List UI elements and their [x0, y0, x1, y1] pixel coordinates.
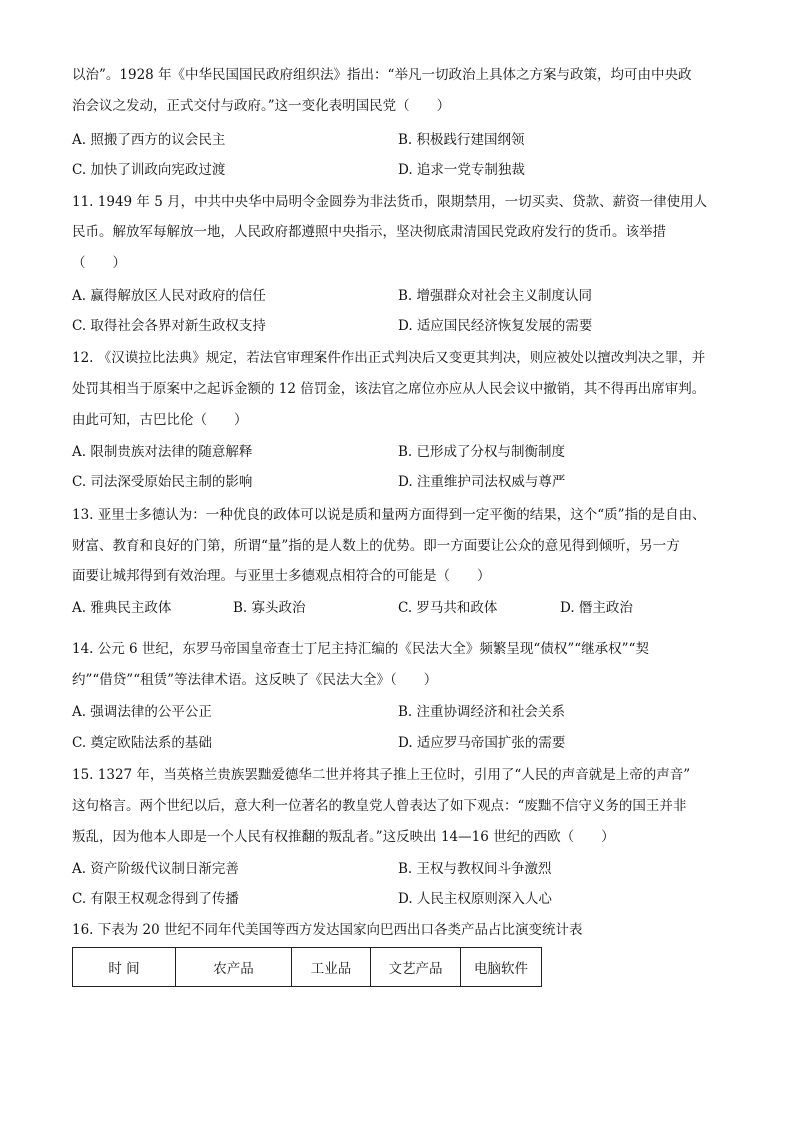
- q15-option-b: B. 王权与教权间斗争激烈: [398, 861, 552, 877]
- q14-stem-line-2: 约”“借贷”“租赁”等法律术语。这反映了《民法大全》（ ）: [72, 672, 438, 688]
- q11-option-c: C. 取得社会各界对新生政权支持: [72, 318, 266, 334]
- q10-option-d: D. 追求一党专制独裁: [398, 162, 525, 178]
- q13-stem-line-2: 财富、教育和良好的门第，所谓“量”指的是人数上的优势。即一方面要让公众的意见得到倾听，另一方: [72, 538, 680, 554]
- q15-option-a: A. 资产阶级代议制日渐完善: [72, 861, 239, 877]
- table-header-cell: 时 间: [73, 948, 176, 987]
- q12-stem-line-1: 12. 《汉谟拉比法典》规定，若法官审理案件作出正式判决后又变更其判决，则应被处以擅改判决之罪，并: [72, 350, 706, 366]
- q11-stem-line-2: 民币。解放军每解放一地，人民政府都遵照中央指示，坚决彻底肃清国民党政府发行的货币。该举措: [72, 224, 666, 240]
- q13-option-c: C. 罗马共和政体: [398, 600, 498, 616]
- q14-option-b: B. 注重协调经济和社会关系: [398, 704, 566, 720]
- table-header-cell: 工业品: [292, 948, 371, 987]
- table-header-cell: 农产品: [176, 948, 292, 987]
- q12-option-b: B. 已形成了分权与制衡制度: [398, 444, 566, 460]
- q14-option-c: C. 奠定欧陆法系的基础: [72, 735, 212, 751]
- q14-stem-line-1: 14. 公元 6 世纪，东罗马帝国皇帝查士丁尼主持汇编的《民法大全》频繁呈现“债权”“继承权”“契: [72, 641, 649, 657]
- q13-stem-line-1: 13. 亚里士多德认为：一种优良的政体可以说是质和量两方面得到一定平衡的结果，这个“质”指的是自由、: [72, 507, 706, 523]
- q15-option-c: C. 有限王权观念得到了传播: [72, 891, 239, 907]
- q11-option-a: A. 赢得解放区人民对政府的信任: [72, 288, 266, 304]
- q10-stem-line-1: 以治”。1928 年《中华民国国民政府组织法》指出：“举凡一切政治上具体之方案与政策，均可由中央政: [72, 67, 692, 83]
- q16-stem-line-1: 16. 下表为 20 世纪不同年代美国等西方发达国家向巴西出口各类产品占比演变统计表: [72, 922, 583, 938]
- q16-table: [72, 947, 542, 987]
- q10-stem-line-2: 治会议之发动，正式交付与政府。”这一变化表明国民党（ ）: [72, 98, 451, 114]
- q12-stem-line-3: 由此可知，古巴比伦（ ）: [72, 412, 248, 428]
- q10-option-b: B. 积极践行建国纲领: [398, 132, 525, 148]
- q15-stem-line-3: 叛乱，因为他本人即是一个人民有权推翻的叛乱者。”这反映出 14—16 世纪的西欧（ ）: [72, 829, 615, 845]
- q12-option-d: D. 注重维护司法权威与尊严: [398, 474, 566, 490]
- q10-option-c: C. 加快了训政向宪政过渡: [72, 162, 226, 178]
- q11-option-b: B. 增强群众对社会主义制度认同: [398, 288, 593, 304]
- q12-stem-line-2: 处罚其相当于原案中之起诉金额的 12 倍罚金，该法官之席位亦应从人民会议中撤销，其不得再出席审判。: [72, 381, 706, 397]
- table-header-cell: 电脑软件: [461, 948, 542, 987]
- q14-option-a: A. 强调法律的公平公正: [72, 704, 212, 720]
- q15-option-d: D. 人民主权原则深入人心: [398, 891, 552, 907]
- q13-stem-line-3: 面要让城邦得到有效治理。与亚里士多德观点相符合的可能是（ ）: [72, 568, 491, 584]
- table-header-cell: 文艺产品: [371, 948, 461, 987]
- q13-option-a: A. 雅典民主政体: [72, 600, 172, 616]
- q11-stem-line-3: （ ）: [72, 255, 126, 271]
- q12-option-c: C. 司法深受原始民主制的影响: [72, 474, 253, 490]
- q13-option-d: D. 僭主政治: [560, 600, 633, 616]
- q12-option-a: A. 限制贵族对法律的随意解释: [72, 444, 253, 460]
- q11-option-d: D. 适应国民经济恢复发展的需要: [398, 318, 593, 334]
- table-header-row: [73, 948, 542, 987]
- q13-option-b: B. 寡头政治: [233, 600, 306, 616]
- q15-stem-line-1: 15. 1327 年，当英格兰贵族罢黜爱德华二世并将其子推上王位时，引用了“人民的声音就是上帝的声音”: [72, 767, 691, 783]
- q15-stem-line-2: 这句格言。两个世纪以后，意大利一位著名的教皇党人曾表达了如下观点：“废黜不信守义务的国王并非: [72, 798, 687, 814]
- q14-option-d: D. 适应罗马帝国扩张的需要: [398, 735, 566, 751]
- q10-option-a: A. 照搬了西方的议会民主: [72, 132, 226, 148]
- q11-stem-line-1: 11. 1949 年 5 月，中共中央华中局明令金圆券为非法货币，限期禁用，一切买卖、贷款、薪资一律使用人: [72, 194, 708, 210]
